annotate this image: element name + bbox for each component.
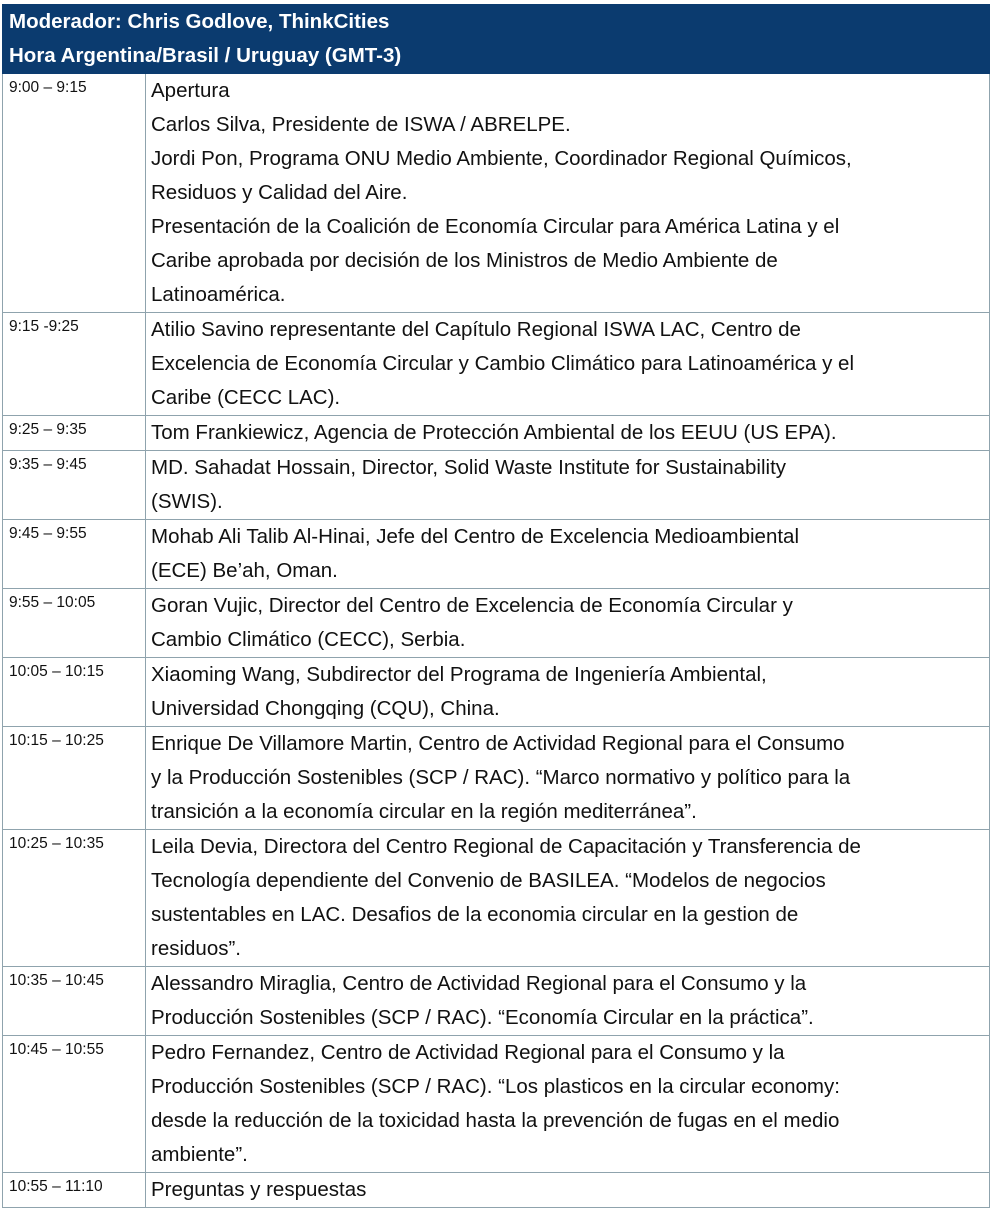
session-text-line: Enrique De Villamore Martin, Centro de Actividad Regional para el Consumo xyxy=(151,732,845,755)
header-cell xyxy=(3,5,990,74)
session-text-line: Tom Frankiewicz, Agencia de Protección Ambiental de los EEUU (US EPA). xyxy=(151,421,837,444)
session-text-line: Goran Vujic, Director del Centro de Excelencia de Economía Circular y xyxy=(151,594,793,617)
session-text-line: (SWIS). xyxy=(151,490,223,513)
agenda-row xyxy=(3,520,990,589)
time-slot: 9:45 – 9:55 xyxy=(3,520,146,589)
session-text-line: Jordi Pon, Programa ONU Medio Ambiente, Coordinador Regional Químicos, xyxy=(151,147,852,170)
session-text-line: Carlos Silva, Presidente de ISWA / ABRELPE. xyxy=(151,113,571,136)
session-text-line: Latinoamérica. xyxy=(151,283,286,306)
session-text-line: Mohab Ali Talib Al-Hinai, Jefe del Centro de Excelencia Medioambiental xyxy=(151,525,800,548)
session-text-line: ambiente”. xyxy=(151,1143,248,1166)
session-text-line: Caribe aprobada por decisión de los Ministros de Medio Ambiente de xyxy=(151,249,778,272)
agenda-row xyxy=(3,416,990,451)
session-text-line: desde la reducción de la toxicidad hasta la prevención de fugas en el medio xyxy=(151,1109,840,1132)
session-text-line: transición a la economía circular en la región mediterránea”. xyxy=(151,800,697,823)
session-description xyxy=(146,589,990,658)
session-text-line: Tecnología dependiente del Convenio de BASILEA. “Modelos de negocios xyxy=(151,869,826,892)
time-slot: 9:15 -9:25 xyxy=(3,313,146,416)
session-description xyxy=(146,658,990,727)
session-description xyxy=(146,967,990,1036)
header-row xyxy=(3,5,990,74)
agenda-row xyxy=(3,1173,990,1208)
moderator-line: Moderador: Chris Godlove, ThinkCities xyxy=(9,10,390,33)
session-text-line: Presentación de la Coalición de Economía Circular para América Latina y el xyxy=(151,215,840,238)
session-description xyxy=(146,1036,990,1173)
time-slot: 9:00 – 9:15 xyxy=(3,74,146,313)
session-text-line: Producción Sostenibles (SCP / RAC). “Economía Circular en la práctica”. xyxy=(151,1006,814,1029)
time-slot: 10:05 – 10:15 xyxy=(3,658,146,727)
session-text-line: Producción Sostenibles (SCP / RAC). “Los plasticos en la circular economy: xyxy=(151,1075,840,1098)
agenda-row xyxy=(3,451,990,520)
session-text-line: Leila Devia, Directora del Centro Regional de Capacitación y Transferencia de xyxy=(151,835,861,858)
session-text-line: y la Producción Sostenibles (SCP / RAC). “Marco normativo y político para la xyxy=(151,766,851,789)
agenda-row xyxy=(3,658,990,727)
session-description xyxy=(146,451,990,520)
session-text-line: Atilio Savino representante del Capítulo Regional ISWA LAC, Centro de xyxy=(151,318,801,341)
agenda-row xyxy=(3,830,990,967)
session-text-line: Pedro Fernandez, Centro de Actividad Regional para el Consumo y la xyxy=(151,1041,785,1064)
session-text-line: Residuos y Calidad del Aire. xyxy=(151,181,408,204)
session-description xyxy=(146,416,990,451)
session-text-line: Apertura xyxy=(151,79,230,102)
agenda-row xyxy=(3,589,990,658)
session-text-line: (ECE) Be’ah, Oman. xyxy=(151,559,338,582)
session-text-line: Cambio Climático (CECC), Serbia. xyxy=(151,628,466,651)
session-description xyxy=(146,520,990,589)
session-text-line: MD. Sahadat Hossain, Director, Solid Waste Institute for Sustainability xyxy=(151,456,787,479)
time-slot: 10:15 – 10:25 xyxy=(3,727,146,830)
session-text-line: Preguntas y respuestas xyxy=(151,1178,367,1201)
session-description xyxy=(146,727,990,830)
timezone-line: Hora Argentina/Brasil / Uruguay (GMT-3) xyxy=(9,44,402,67)
session-text-line: Excelencia de Economía Circular y Cambio Climático para Latinoamérica y el xyxy=(151,352,854,375)
agenda-table xyxy=(2,4,990,1208)
session-description xyxy=(146,74,990,313)
session-description xyxy=(146,1173,990,1208)
time-slot: 9:35 – 9:45 xyxy=(3,451,146,520)
session-text-line: sustentables en LAC. Desafios de la economia circular en la gestion de xyxy=(151,903,799,926)
session-text-line: Universidad Chongqing (CQU), China. xyxy=(151,697,500,720)
session-text-line: Alessandro Miraglia, Centro de Actividad Regional para el Consumo y la xyxy=(151,972,807,995)
session-text-line: Caribe (CECC LAC). xyxy=(151,386,341,409)
agenda-row xyxy=(3,727,990,830)
session-text-line: Xiaoming Wang, Subdirector del Programa de Ingeniería Ambiental, xyxy=(151,663,767,686)
agenda-row xyxy=(3,1036,990,1173)
session-text-line: residuos”. xyxy=(151,937,242,960)
agenda-body xyxy=(3,74,990,1208)
time-slot: 10:45 – 10:55 xyxy=(3,1036,146,1173)
time-slot: 10:35 – 10:45 xyxy=(3,967,146,1036)
agenda-row xyxy=(3,967,990,1036)
agenda-row xyxy=(3,313,990,416)
time-slot: 9:25 – 9:35 xyxy=(3,416,146,451)
agenda-row xyxy=(3,74,990,313)
time-slot: 10:25 – 10:35 xyxy=(3,830,146,967)
session-description xyxy=(146,313,990,416)
time-slot: 10:55 – 11:10 xyxy=(3,1173,146,1208)
time-slot: 9:55 – 10:05 xyxy=(3,589,146,658)
session-description xyxy=(146,830,990,967)
